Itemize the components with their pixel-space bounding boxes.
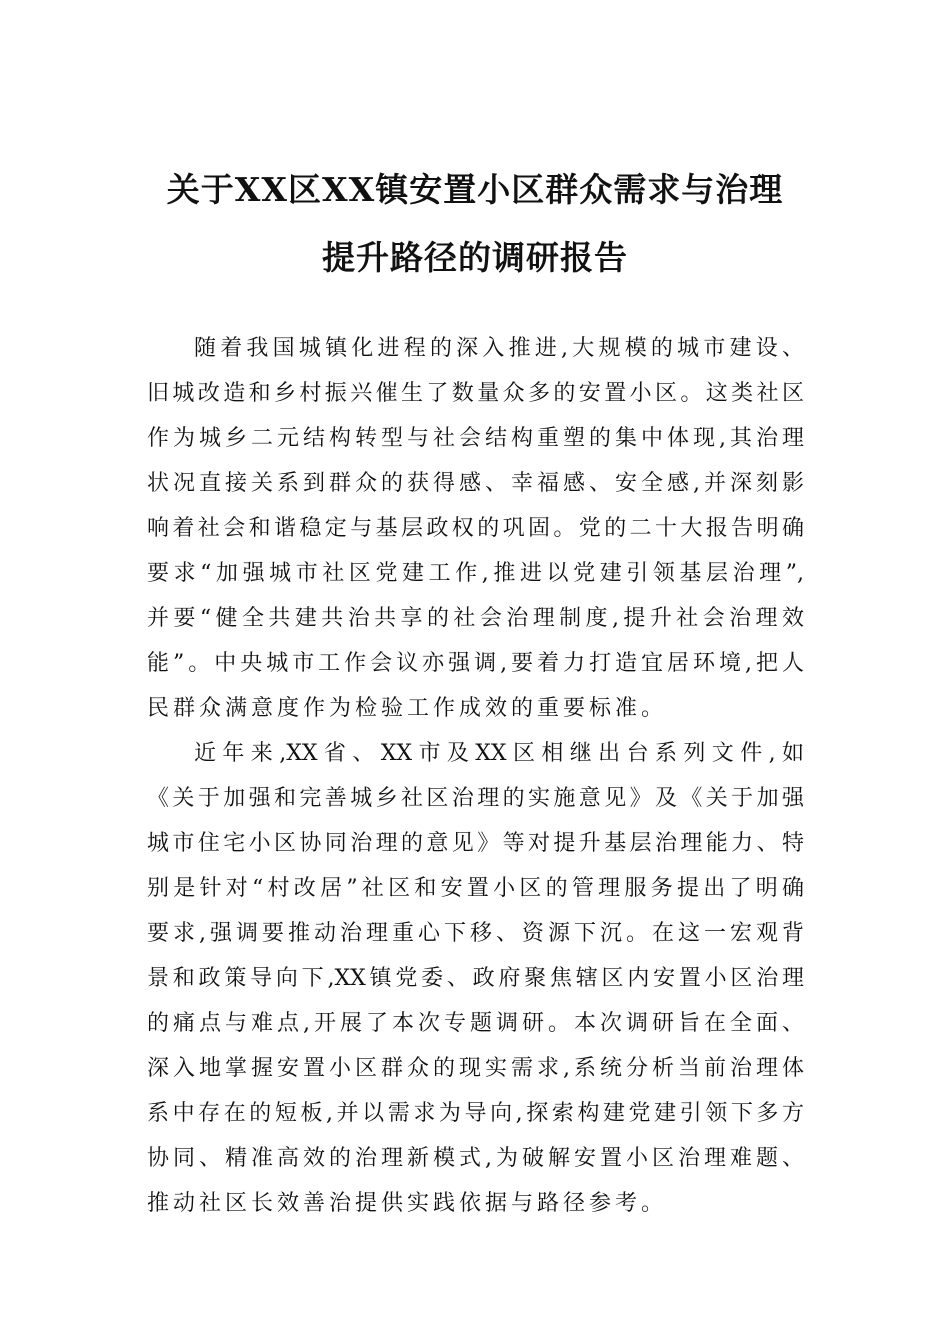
paragraph-line: 《关于加强和完善城乡社区治理的实施意见》及《关于加强 (147, 786, 804, 811)
paragraph-line: 的痛点与难点,开展了本次专题调研。本次调研旨在全面、 (147, 1011, 804, 1036)
paragraph-line: 旧城改造和乡村振兴催生了数量众多的安置小区。这类社区 (147, 381, 804, 406)
paragraph-line: 要求,强调要推动治理重心下移、资源下沉。在这一宏观背 (147, 921, 804, 946)
paragraph-line: 系中存在的短板,并以需求为导向,探索构建党建引领下多方 (147, 1101, 804, 1126)
paragraph-line: 近年来,XX省、XX市及XX区相继出台系列文件,如 (194, 741, 804, 766)
paragraph-line: 能”。中央城市工作会议亦强调,要着力打造宜居环境,把人 (147, 651, 804, 676)
paragraph-1 (147, 326, 804, 731)
paragraph-line: 城市住宅小区协同治理的意见》等对提升基层治理能力、特 (147, 831, 804, 856)
paragraph-2 (147, 731, 804, 1226)
paragraph-line: 民群众满意度作为检验工作成效的重要标准。 (147, 696, 668, 721)
document-body (147, 326, 804, 1226)
paragraph-line: 要求“加强城市社区党建工作,推进以党建引领基层治理”, (147, 561, 804, 586)
paragraph-line: 状况直接关系到群众的获得感、幸福感、安全感,并深刻影 (147, 471, 804, 496)
document-title-line-2: 提升路径的调研报告 (322, 238, 628, 277)
paragraph-line: 随着我国城镇化进程的深入推进,大规模的城市建设、 (194, 336, 804, 361)
paragraph-line: 作为城乡二元结构转型与社会结构重塑的集中体现,其治理 (147, 426, 804, 451)
paragraph-line: 景和政策导向下,XX镇党委、政府聚焦辖区内安置小区治理 (147, 966, 804, 991)
paragraph-line: 协同、精准高效的治理新模式,为破解安置小区治理难题、 (147, 1146, 804, 1171)
paragraph-line: 推动社区长效善治提供实践依据与路径参考。 (147, 1191, 668, 1216)
document-title-line-1: 关于XX区XX镇安置小区群众需求与治理 (166, 170, 784, 209)
paragraph-line: 别是针对“村改居”社区和安置小区的管理服务提出了明确 (147, 876, 804, 901)
paragraph-line: 并要“健全共建共治共享的社会治理制度,提升社会治理效 (147, 606, 804, 631)
paragraph-line: 深入地掌握安置小区群众的现实需求,系统分析当前治理体 (147, 1056, 804, 1081)
paragraph-line: 响着社会和谐稳定与基层政权的巩固。党的二十大报告明确 (147, 516, 804, 541)
